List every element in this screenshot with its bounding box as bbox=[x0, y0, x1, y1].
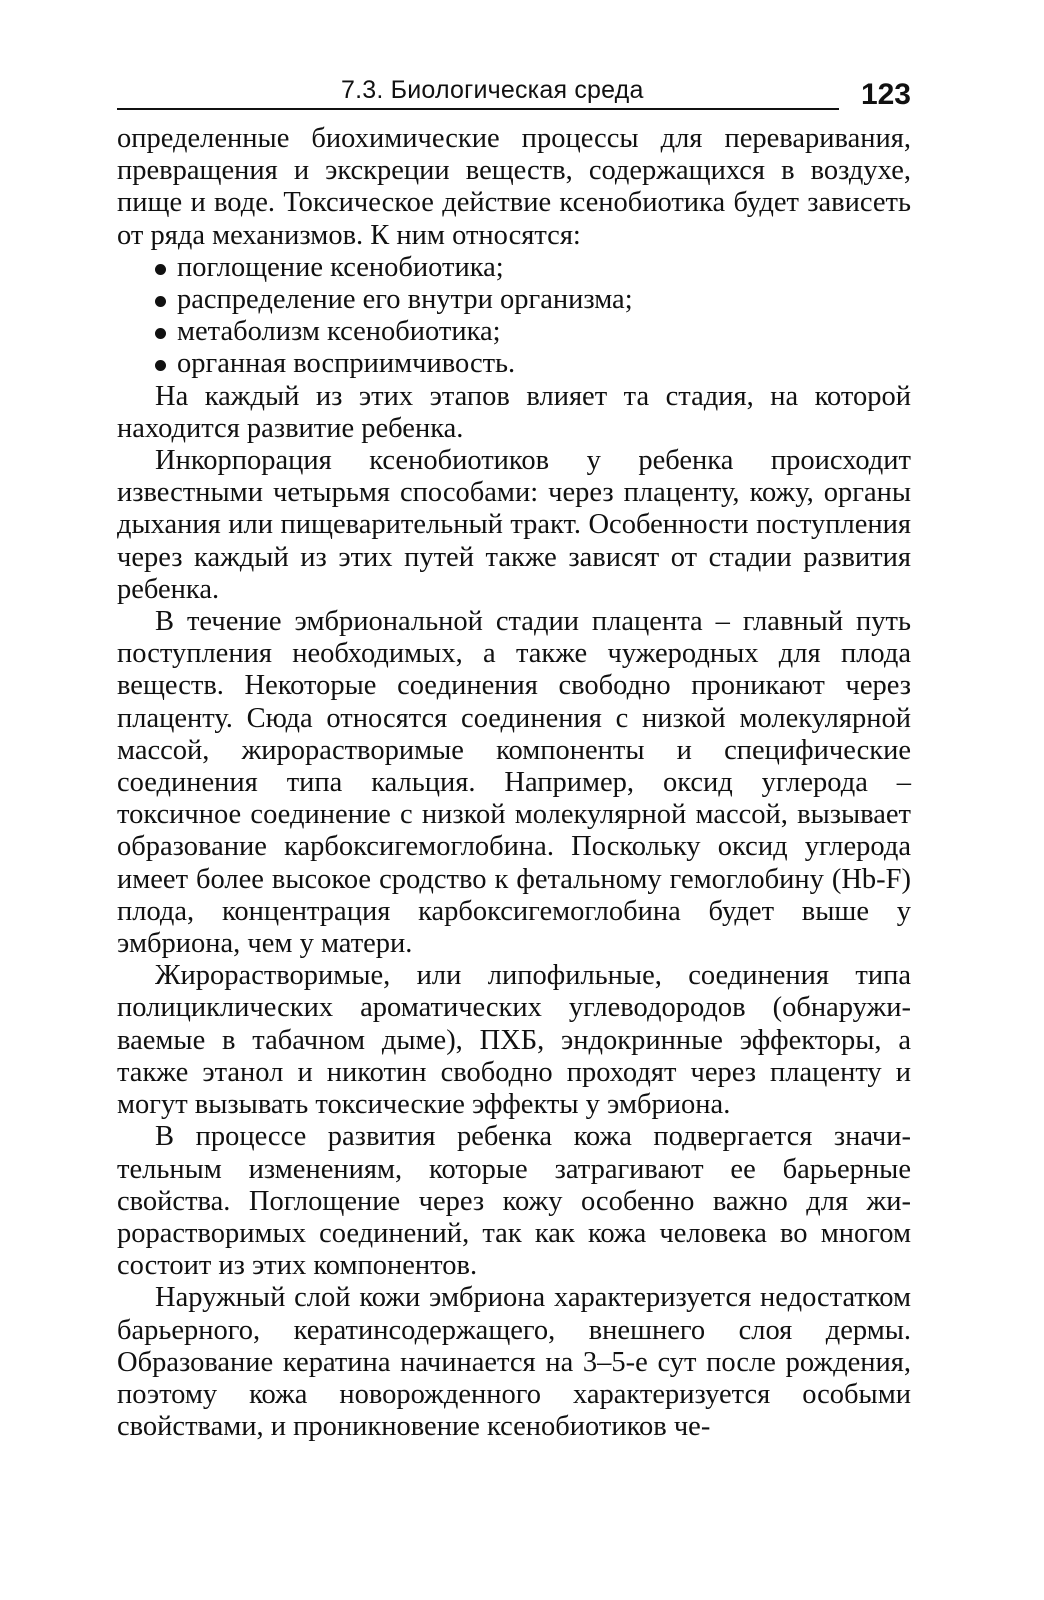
bullet-text: органная восприимчивость. bbox=[177, 348, 516, 380]
bullet-item bbox=[117, 348, 911, 380]
bullet-dot-icon bbox=[155, 296, 166, 307]
bullet-item bbox=[117, 316, 911, 348]
paragraph: Инкорпорация ксенобиотиков у ребенка происходит известными четырьмя способами: через плаценту, кожу, органы дыхания или пищеварительный тракт. Особенности поступления через каждый из этих путей также зависят от стадии развития ребенка. bbox=[117, 445, 911, 605]
running-header bbox=[117, 0, 911, 112]
paragraph: На каждый из этих этапов влияет та стадия, на которой находится развитие ребенка. bbox=[117, 380, 911, 444]
paragraph: В течение эмбриональной стадии плацента – главный путь поступления необходимых, а также чужеродных для плода веществ. Некоторые соединения свободно проникают через плаценту. Сюда относятся соединения с низкой молекулярной массой, жирорастворимые компоненты и специфические соединения типа кальция. Например, оксид углерода – токсичное соединение с низкой молекулярной массой, вызывает образование карбоксигемоглобина. Поскольку оксид углерода имеет более высокое сродство к фетальному гемоглобину (Hb-F) плода, концентрация карбоксигемоглобина будет выше у эмбриона, чем у матери. bbox=[117, 606, 911, 960]
paragraph: Наружный слой кожи эмбриона характеризуется недостатком барьерного, кератинсодержащего, внешнего слоя дермы. Образование кератина начинается на 3–5-е сут после рождения, поэтому кожа новорожденного характеризуется особыми свойствами, и проникновение ксенобиотиков че- bbox=[117, 1282, 911, 1443]
bullet-list bbox=[117, 252, 911, 381]
bullet-dot-icon bbox=[155, 264, 166, 275]
bullet-text: распределение его внутри организма; bbox=[177, 284, 633, 316]
bullet-item bbox=[117, 284, 911, 316]
paragraph: Жирорастворимые, или липофильные, соединения типа полициклических ароматических углеводородов (обнаруживаемые в табачном дыме), ПХБ, эндокринные эффекторы, а также этанол и никотин свободно проходят через плаценту и могут вызывать токсические эффекты у эмбриона. bbox=[117, 960, 911, 1121]
intro-paragraph: определенные биохимические процессы для переваривания, превращения и экскреции веществ, содержащихся в воздухе, пище и воде. Токсическое действие ксенобиотика будет зависеть от ряда механизмов. К ним относятся: bbox=[117, 123, 911, 251]
book-page bbox=[117, 0, 911, 1443]
page-number: 123 bbox=[860, 78, 911, 111]
paragraph: В процессе развития ребенка кожа подвергается значительным изменениям, которые затрагивают ее барьерные свойства. Поглощение через кожу особенно важно для жирорастворимых соединений, так как кожа человека во многом состоит из этих компонентов. bbox=[117, 1121, 911, 1282]
bullet-item bbox=[117, 252, 911, 284]
body-text bbox=[117, 123, 911, 1443]
header-rule bbox=[117, 108, 839, 110]
bullet-text: метаболизм ксенобиотика; bbox=[177, 316, 501, 348]
bullet-text: поглощение ксенобиотика; bbox=[177, 251, 504, 283]
running-title: 7.3. Биологическая среда bbox=[341, 76, 644, 104]
